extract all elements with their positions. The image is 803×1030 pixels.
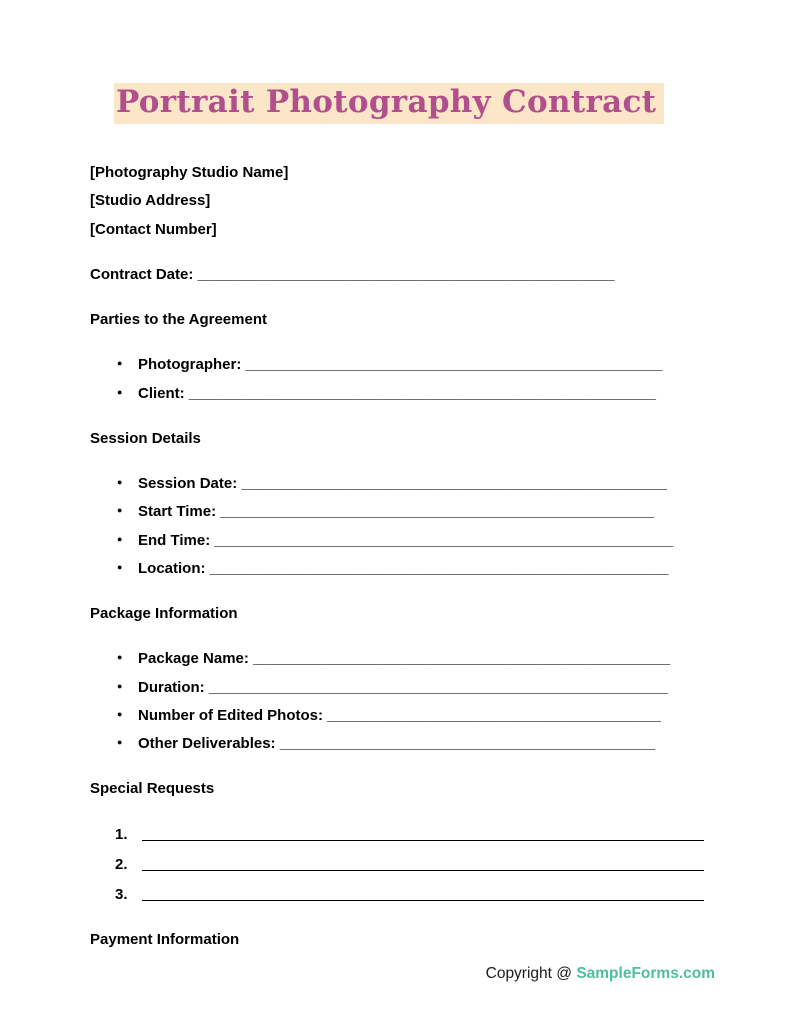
request-number-3: 3. (115, 886, 128, 904)
title-row (114, 83, 713, 124)
request-blank-line-3 (142, 887, 704, 901)
session-details-list (90, 475, 713, 577)
section-heading-parties: Parties to the Agreement (90, 311, 267, 329)
package-name-label: Package Name: (138, 650, 249, 668)
list-item-end-time (138, 532, 713, 549)
list-item-start-time (138, 503, 713, 520)
footer (486, 965, 715, 983)
session-date-blank: ___________________________________________________ (241, 475, 667, 493)
section-heading-session: Session Details (90, 429, 201, 447)
location-blank: _______________________________________________________ (209, 559, 669, 577)
list-item-other-deliverables (138, 735, 713, 752)
contract-date-blank: __________________________________________________ (197, 265, 615, 283)
contract-date-field (90, 266, 713, 283)
request-number-2: 2. (115, 855, 128, 873)
request-number-1: 1. (115, 825, 128, 843)
studio-name-placeholder: [Photography Studio Name] (90, 164, 289, 182)
section-heading-special-requests: Special Requests (90, 780, 215, 798)
special-request-row-1 (115, 826, 713, 843)
list-item-location (138, 560, 713, 577)
studio-address-placeholder: [Studio Address] (90, 192, 211, 210)
edited-photos-blank: ________________________________________ (327, 706, 661, 724)
other-deliverables-blank: _____________________________________________ (279, 735, 656, 753)
edited-photos-label: Number of Edited Photos: (138, 706, 323, 724)
sampleforms-link[interactable]: SampleForms.com (576, 965, 715, 982)
photographer-label: Photographer: (138, 356, 242, 374)
duration-blank: _______________________________________________________ (208, 678, 668, 696)
page-title: Portrait Photography Contract (114, 83, 664, 124)
contact-number-placeholder: [Contact Number] (90, 220, 217, 238)
special-request-row-3 (115, 886, 713, 903)
copyright-text: Copyright @ (485, 965, 577, 982)
list-item-edited-photos (138, 707, 713, 724)
package-name-blank: __________________________________________________ (253, 650, 671, 668)
list-item-package-name (138, 650, 713, 667)
studio-info-block (90, 164, 713, 238)
list-item-session-date (138, 475, 713, 492)
special-requests-list (90, 826, 713, 904)
section-heading-payment: Payment Information (90, 931, 240, 949)
start-time-label: Start Time: (138, 503, 217, 521)
client-label: Client: (138, 384, 185, 402)
end-time-label: End Time: (138, 531, 211, 549)
session-date-label: Session Date: (138, 475, 238, 493)
request-blank-line-1 (142, 827, 704, 841)
duration-label: Duration: (138, 678, 205, 696)
other-deliverables-label: Other Deliverables: (138, 735, 276, 753)
client-blank: ________________________________________________________ (188, 384, 657, 402)
list-item-photographer (138, 356, 713, 373)
start-time-blank: ____________________________________________________ (220, 503, 655, 521)
location-label: Location: (138, 559, 206, 577)
contract-date-label: Contract Date: (90, 265, 194, 283)
parties-list (90, 356, 713, 402)
end-time-blank: _______________________________________________________ (214, 531, 674, 549)
list-item-client (138, 385, 713, 402)
photographer-blank: __________________________________________________ (245, 356, 663, 374)
request-blank-line-2 (142, 857, 704, 871)
package-info-list (90, 650, 713, 752)
section-heading-package: Package Information (90, 605, 238, 623)
list-item-duration (138, 679, 713, 696)
special-request-row-2 (115, 856, 713, 873)
